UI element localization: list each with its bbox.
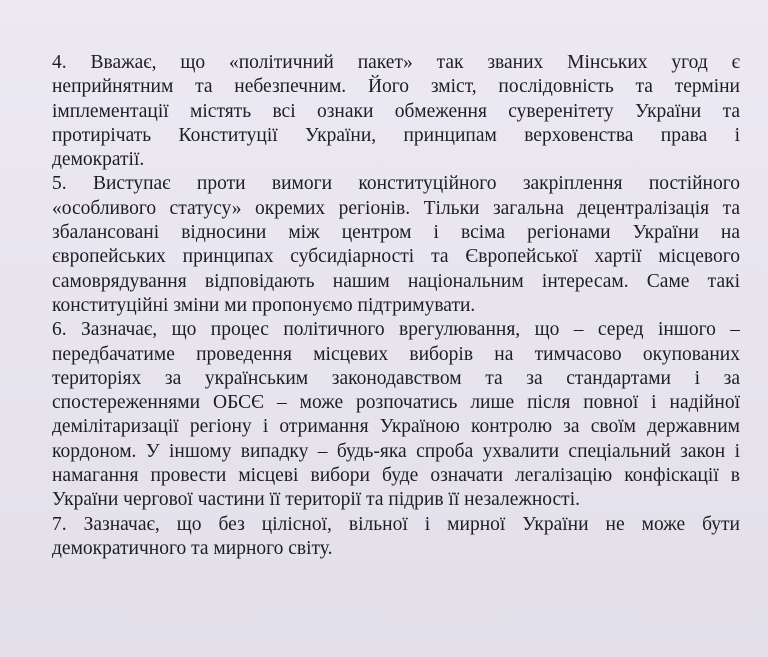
text-line: «особливого статусу» окремих регіонів. Тільки загальна децентралізація та xyxy=(52,197,740,219)
text-line: 7. Зазначає, що без цілісної, вільної і мирної України не може бути xyxy=(52,513,740,535)
text-line: неприйнятним та небезпечним. Його зміст, послідовність та терміни xyxy=(52,76,740,98)
text-line: територіях за українським законодавством та за стандартами і за xyxy=(52,367,740,389)
text-line: імплементації містять всі ознаки обмеження суверенітету України та xyxy=(52,100,740,122)
text-line: демілітаризації регіону і отримання Україною контролю за своїм державним xyxy=(52,416,740,438)
text-line: європейських принципах субсидіарності та Європейської хартії місцевого xyxy=(52,246,740,268)
text-line: збалансовані відносини між центром і всіма регіонами України на xyxy=(52,222,740,244)
text-line: спостереженнями ОБСЄ – може розпочатись лише після повної і надійної xyxy=(52,392,740,414)
text-line: 5. Виступає проти вимоги конституційного закріплення постійного xyxy=(52,173,740,195)
text-line: протирічать Конституції України, принципам верховенства права і xyxy=(52,124,740,146)
paragraph-4 xyxy=(52,51,740,172)
paragraph-6 xyxy=(52,318,740,512)
paragraph-7 xyxy=(52,513,740,562)
text-line: самоврядування відповідають нашим національним інтересам. Саме такі xyxy=(52,270,740,292)
text-line: кордоном. У іншому випадку – будь-яка спроба ухвалити спеціальний закон і xyxy=(52,440,740,462)
document-body xyxy=(52,51,740,561)
text-line: демократичного та мирного світу. xyxy=(52,537,333,559)
text-line: демократії. xyxy=(52,149,145,171)
text-line: конституційні зміни ми пропонуємо підтримувати. xyxy=(52,294,476,316)
text-line: 6. Зазначає, що процес політичного врегулювання, що – серед іншого – xyxy=(52,319,740,341)
text-line: 4. Вважає, що «політичний пакет» так званих Мінських угод є xyxy=(52,52,740,73)
text-line: передбачатиме проведення місцевих виборів на тимчасово окупованих xyxy=(52,343,740,365)
text-line: намагання провести місцеві вибори буде означати легалізацію конфіскації в xyxy=(52,465,740,487)
paragraph-5 xyxy=(52,172,740,318)
text-line: України чергової частини її території та підрив її незалежності. xyxy=(52,489,580,511)
